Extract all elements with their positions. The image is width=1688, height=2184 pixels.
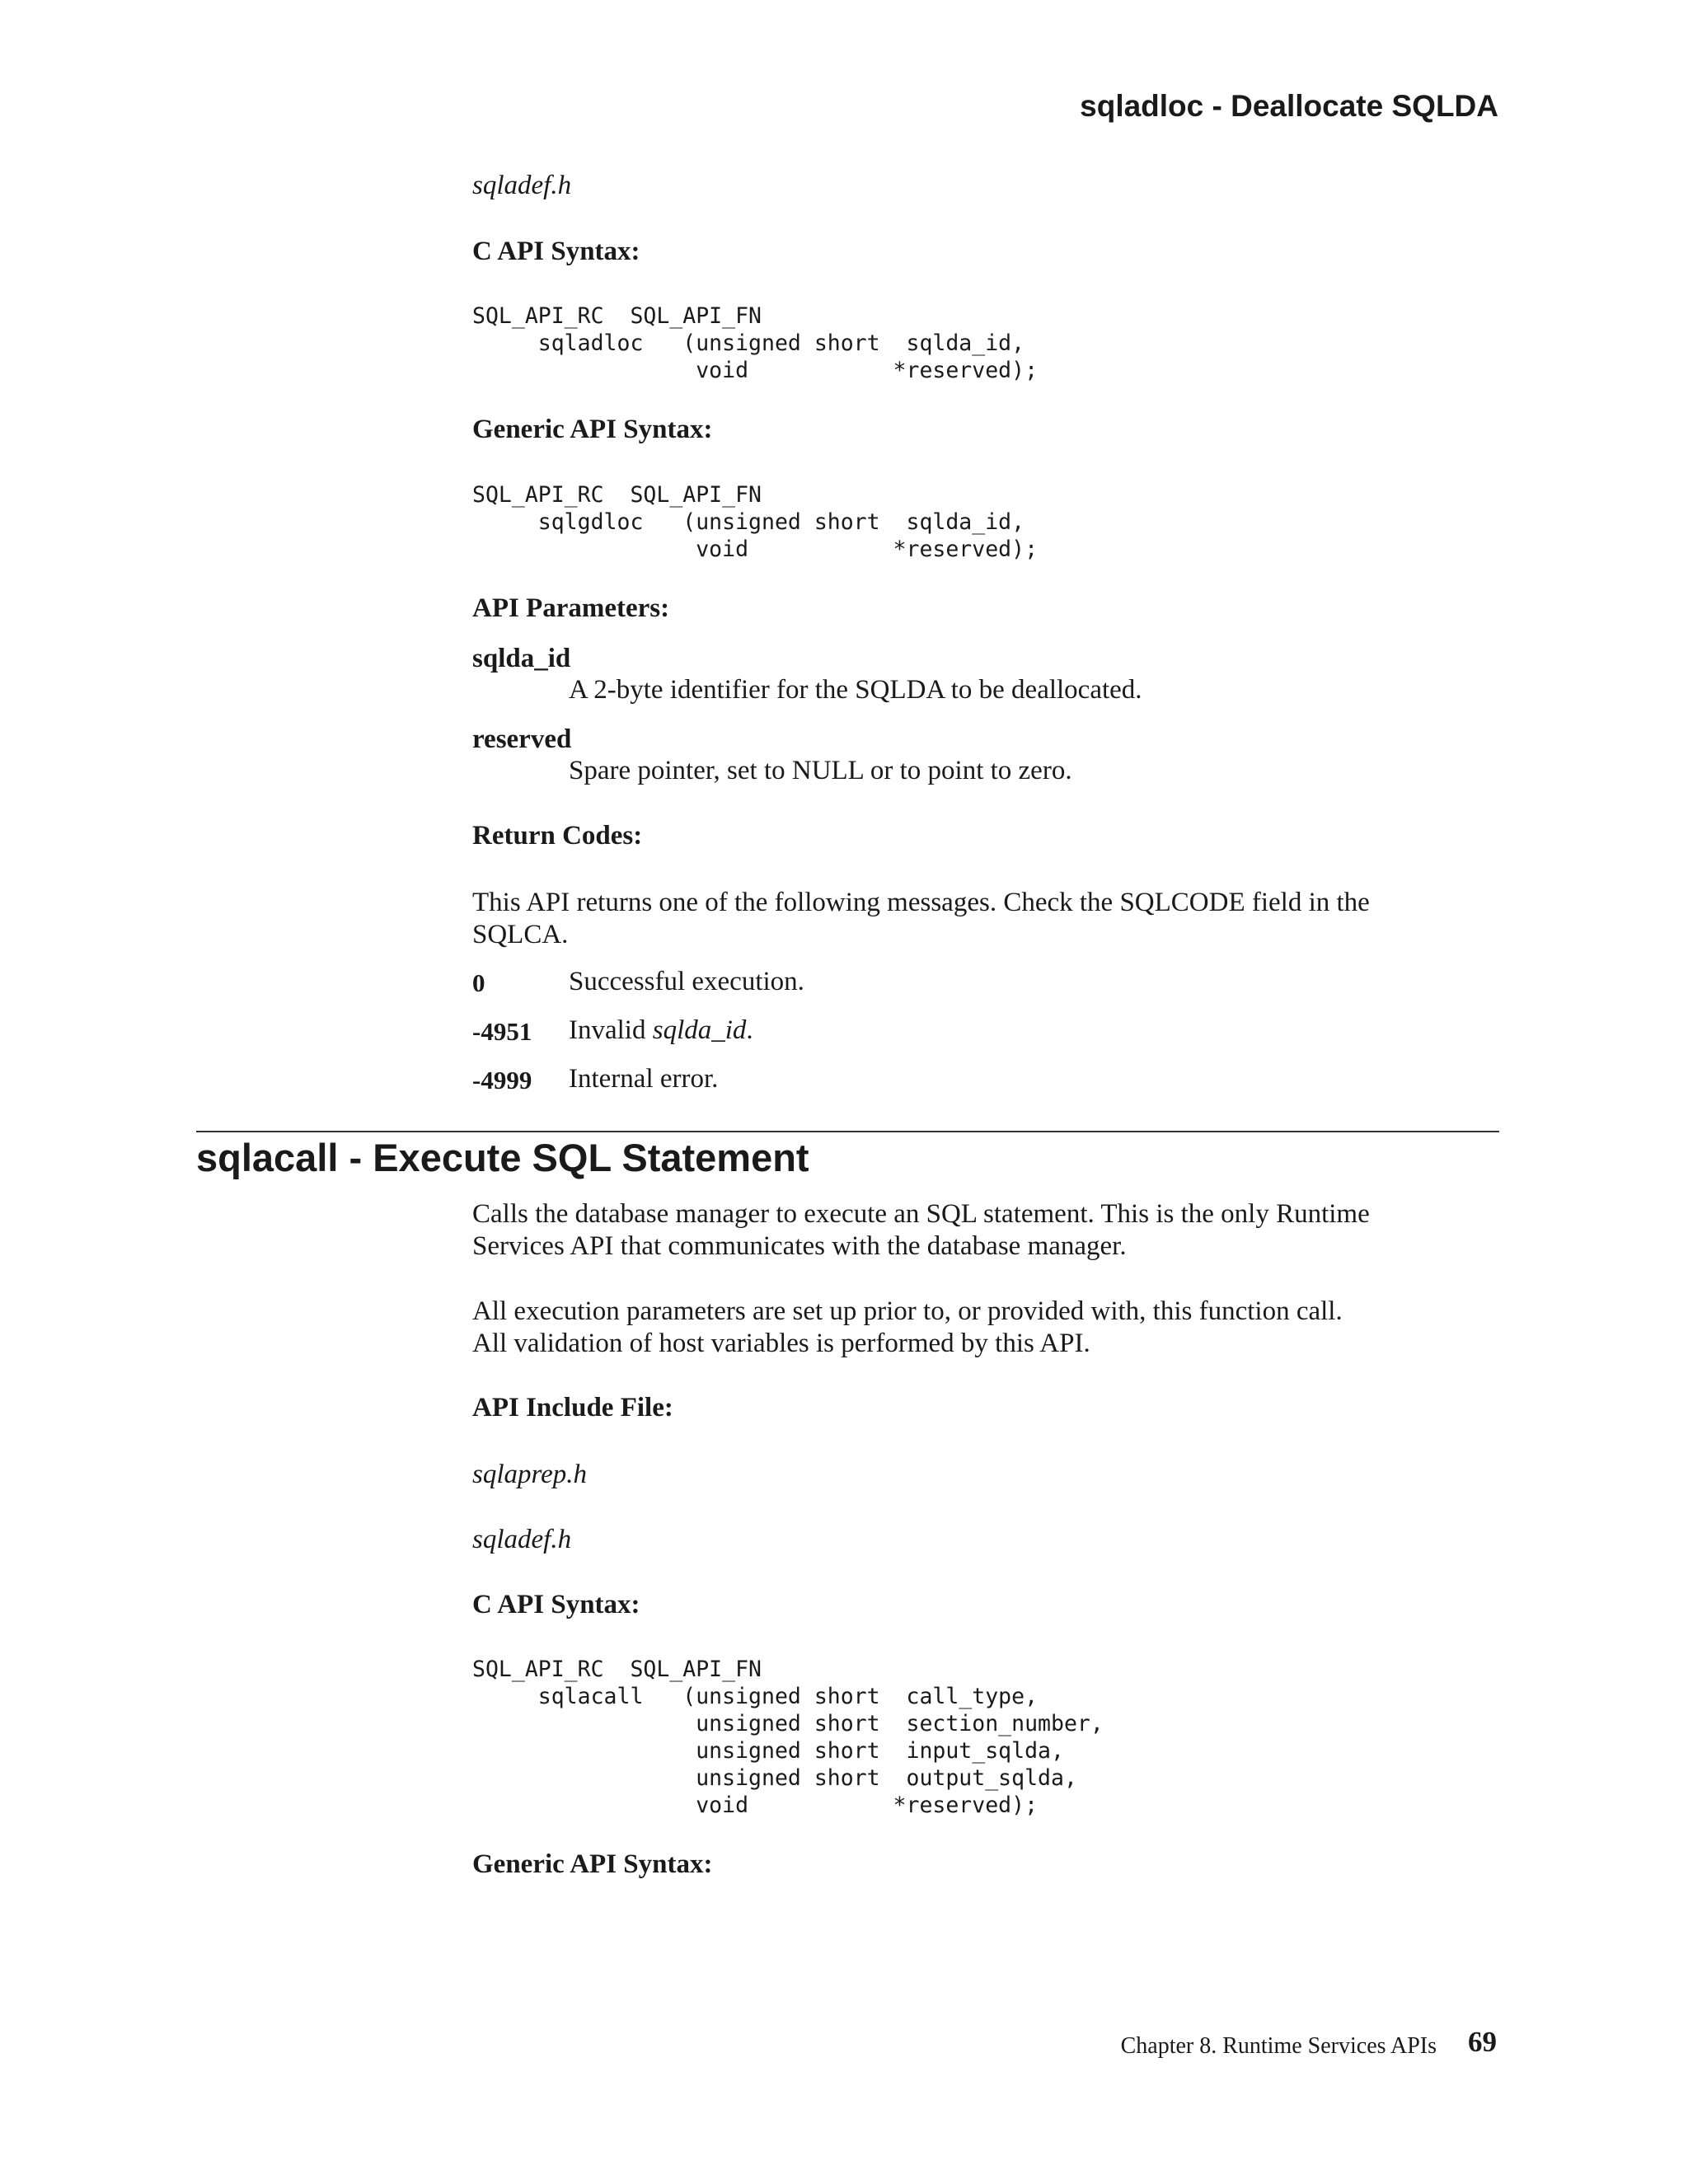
return-codes-heading: Return Codes:: [472, 821, 643, 851]
param-term-sqlda-id: sqlda_id: [472, 644, 571, 673]
generic-api-syntax-heading: Generic API Syntax:: [472, 415, 713, 444]
return-text-4951-italic: sqlda_id: [652, 1015, 747, 1045]
footer-chapter: Chapter 8. Runtime Services APIs: [1120, 2033, 1437, 2059]
api-parameters-heading: API Parameters:: [472, 593, 670, 623]
param-term-reserved: reserved: [472, 724, 572, 754]
footer-page-number: 69: [1468, 2026, 1497, 2058]
sqlacall-para2-line1: All execution parameters are set up prior to, or provided with, this function call.: [472, 1296, 1343, 1326]
return-code-4999: -4999: [472, 1066, 532, 1094]
sqlacall-para2-line2: All validation of host variables is performed by this API.: [472, 1329, 1090, 1358]
include-file-sqladef: sqladef.h: [472, 171, 572, 200]
return-text-4951: Invalid sqlda_id.: [569, 1015, 753, 1045]
return-text-0: Successful execution.: [569, 967, 804, 996]
sqlacall-c-api-syntax-heading: C API Syntax:: [472, 1590, 640, 1619]
param-desc-sqlda-id: A 2-byte identifier for the SQLDA to be deallocated.: [569, 675, 1142, 705]
sqlacall-para1-line1: Calls the database manager to execute an SQL statement. This is the only Runtime: [472, 1199, 1370, 1229]
c-api-syntax-code: SQL_API_RC SQL_API_FN sqladloc (unsigned short sqlda_id, void *reserved);: [472, 303, 1039, 383]
return-text-4999: Internal error.: [569, 1064, 719, 1094]
return-code-4951: -4951: [472, 1017, 532, 1046]
include-file-sqladef-2: sqladef.h: [472, 1525, 572, 1554]
param-desc-reserved: Spare pointer, set to NULL or to point to zero.: [569, 756, 1072, 785]
c-api-syntax-heading: C API Syntax:: [472, 237, 640, 266]
running-head: sqladloc - Deallocate SQLDA: [1080, 89, 1498, 123]
section-title-sqlacall: sqlacall - Execute SQL Statement: [196, 1136, 809, 1179]
generic-api-syntax-code: SQL_API_RC SQL_API_FN sqlgdloc (unsigned short sqlda_id, void *reserved);: [472, 482, 1039, 562]
section-divider: [196, 1131, 1499, 1132]
sqlacall-para1-line2: Services API that communicates with the database manager.: [472, 1231, 1127, 1261]
include-file-sqlaprep: sqlaprep.h: [472, 1460, 588, 1489]
sqlacall-c-api-syntax-code: SQL_API_RC SQL_API_FN sqlacall (unsigned short call_type, unsigned short section_number, unsigned short input_sqlda, unsigned short output_sqlda, void *reserved);: [472, 1657, 1104, 1818]
return-intro-line-2: SQLCA.: [472, 920, 569, 949]
return-code-0: 0: [472, 968, 485, 997]
api-include-file-heading: API Include File:: [472, 1393, 673, 1422]
return-intro-line-1: This API returns one of the following messages. Check the SQLCODE field in the: [472, 888, 1370, 917]
sqlacall-generic-api-syntax-heading: Generic API Syntax:: [472, 1849, 713, 1879]
